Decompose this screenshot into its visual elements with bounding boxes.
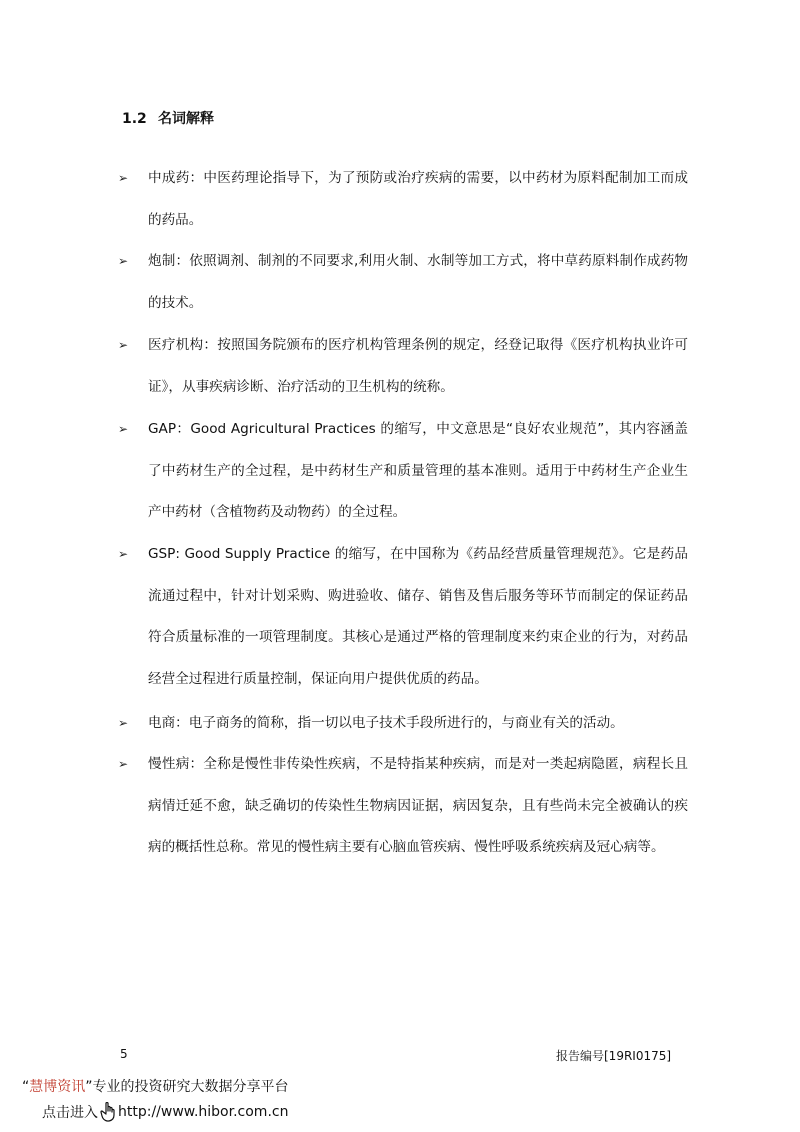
section-number: 1.2 bbox=[122, 111, 147, 127]
site-url-link[interactable]: http://www.hibor.com.cn bbox=[118, 1104, 289, 1120]
arrowhead-bullet-icon: ➢ bbox=[118, 422, 129, 436]
definition-text: GSP: Good Supply Practice 的缩写，在中国称为《药品经营质量管理规范》。它是药品流通过程中，针对计划采购、购进验收、储存、销售及售后服务等环节而制定的保证药品符合质量标准的一项管理制度。其核心是通过严格的管理制度来约束企业的行为，对药品经营全过程进行质量控制，保证向用户提供优质的药品。 bbox=[148, 546, 688, 687]
quote-close: ” bbox=[85, 1079, 93, 1095]
arrowhead-bullet-icon: ➢ bbox=[118, 254, 129, 268]
arrowhead-bullet-icon: ➢ bbox=[118, 757, 129, 771]
brand-name: 慧博资讯 bbox=[29, 1079, 86, 1095]
section-title: 名词解释 bbox=[158, 111, 214, 127]
arrowhead-bullet-icon: ➢ bbox=[118, 547, 129, 561]
definition-text: GAP：Good Agricultural Practices 的缩写，中文意思是“良好农业规范”，其内容涵盖了中药材生产的全过程，是中药材生产和质量管理的基本准则。适用于中药材生产企业生产中药材（含植物药及动物药）的全过程。 bbox=[148, 421, 688, 520]
report-number: 报告编号[19RI0175] bbox=[556, 1049, 672, 1063]
link-prefix: 点击进入 bbox=[42, 1105, 98, 1121]
arrowhead-bullet-icon: ➢ bbox=[118, 338, 129, 352]
promo-tagline: 专业的投资研究大数据分享平台 bbox=[92, 1079, 289, 1095]
definition-text: 炮制：依照调剂、制剂的不同要求,利用火制、水制等加工方式，将中草药原料制作成药物的技术。 bbox=[148, 253, 688, 311]
arrowhead-bullet-icon: ➢ bbox=[118, 716, 129, 730]
page-number: 5 bbox=[120, 1047, 128, 1061]
definition-text: 医疗机构：按照国务院颁布的医疗机构管理条例的规定，经登记取得《医疗机构执业许可证》，从事疾病诊断、治疗活动的卫生机构的统称。 bbox=[148, 337, 688, 395]
section-heading bbox=[122, 108, 214, 128]
promo-banner bbox=[22, 1076, 289, 1096]
promo-link-row bbox=[42, 1102, 288, 1122]
definition-text: 电商：电子商务的简称，指一切以电子技术手段所进行的，与商业有关的活动。 bbox=[148, 715, 624, 731]
pointing-hand-icon bbox=[100, 1102, 116, 1122]
definition-text: 慢性病：全称是慢性非传染性疾病，不是特指某种疾病，而是对一类起病隐匿，病程长且病情迁延不愈，缺乏确切的传染性生物病因证据，病因复杂，且有些尚未完全被确认的疾病的概括性总称。常见的慢性病主要有心脑血管疾病、慢性呼吸系统疾病及冠心病等。 bbox=[148, 756, 688, 855]
quote-open: “ bbox=[22, 1079, 30, 1095]
arrowhead-bullet-icon: ➢ bbox=[118, 171, 129, 185]
definition-text: 中成药：中医药理论指导下，为了预防或治疗疾病的需要，以中药材为原料配制加工而成的药品。 bbox=[148, 170, 688, 228]
